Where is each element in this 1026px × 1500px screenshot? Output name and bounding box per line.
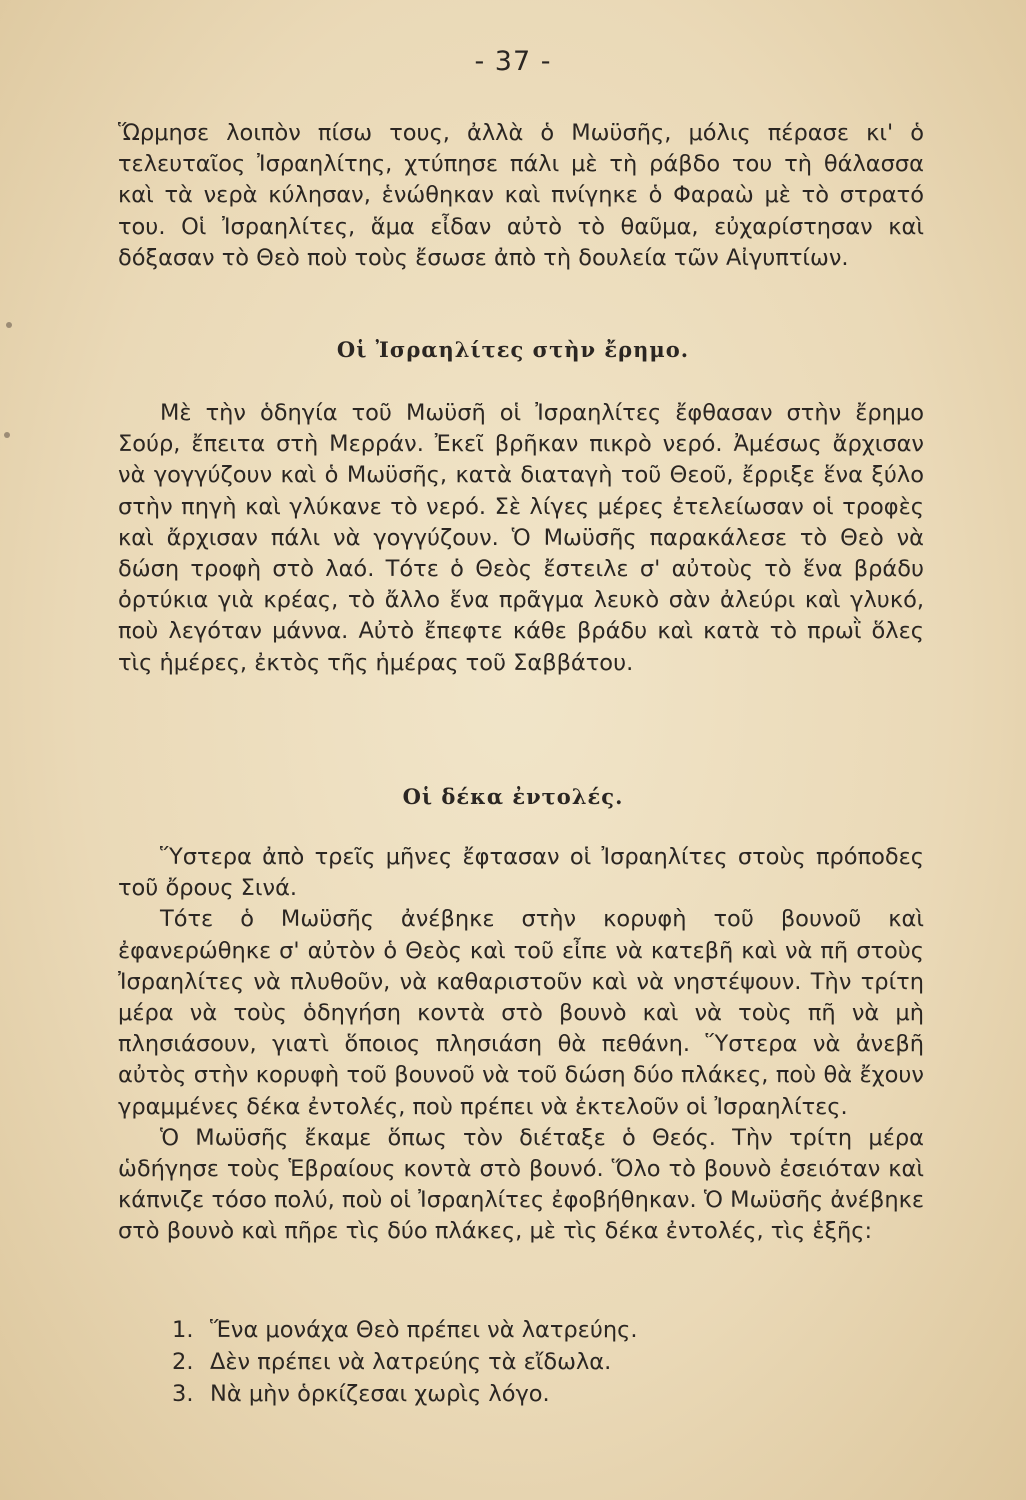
list-item-text: Δὲν πρέπει νὰ λατρεύης τὰ εἴδωλα. bbox=[210, 1349, 612, 1375]
section-heading-commandments: Οἱ δέκα ἐντολές. bbox=[402, 784, 624, 809]
list-item-number: 3. bbox=[172, 1381, 194, 1407]
paragraph-sinai bbox=[118, 842, 924, 1248]
list-item-text: Νὰ μὴν ὁρκίζεσαι χωρὶς λόγο. bbox=[210, 1381, 550, 1407]
paper-speck bbox=[4, 432, 10, 438]
section-heading-desert: Οἱ Ἰσραηλίτες στὴν ἔρημο. bbox=[336, 337, 690, 362]
list-item-number: 1. bbox=[172, 1317, 194, 1343]
paper-speck bbox=[6, 322, 12, 328]
paragraph-text: Τότε ὁ Μωϋσῆς ἀνέβηκε στὴν κορυφὴ τοῦ βουνοῦ καὶ ἐφανερώθηκε σ' αὐτὸν ὁ Θεὸς καὶ τοῦ εἶπε νὰ κατεβῆ καὶ νὰ πῆ στοὺς Ἰσραηλίτες νὰ πλυθοῦν, νὰ καθαριστοῦν καὶ νὰ νηστέψουν. Τὴν τρίτη μέρα νὰ τοὺς ὁδηγήση κοντὰ στὸ βουνὸ καὶ νὰ τοὺς πῆ νὰ μὴ πλησιάσουν, γιατὶ ὅποιος πλησιάση θὰ πεθάνη. Ὕστερα νὰ ἀνεβῆ αὐτὸς στὴν κορυφὴ τοῦ βουνοῦ νὰ τοῦ δώση δύο πλάκες, ποὺ θὰ ἔχουν γραμμένες δέκα ἐντολές, ποὺ πρέπει νὰ ἐκτελοῦν οἱ Ἰσραηλίτες. bbox=[118, 906, 924, 1120]
list-item-number: 2. bbox=[172, 1349, 194, 1375]
list-item bbox=[172, 1378, 912, 1410]
paragraph-text: Ὕστερα ἀπὸ τρεῖς μῆνες ἔφτασαν οἱ Ἰσραηλίτες στοὺς πρόποδες τοῦ ὄρους Σινά. bbox=[118, 844, 924, 902]
paragraph-text: Μὲ τὴν ὁδηγία τοῦ Μωϋσῆ οἱ Ἰσραηλίτες ἔφθασαν στὴν ἔρημο Σούρ, ἔπειτα στὴ Μερράν. Ἐκεῖ βρῆκαν πικρὸ νερό. Ἀμέσως ἄρχισαν νὰ γογγύζουν καὶ ὁ Μωϋσῆς, κατὰ διαταγὴ τοῦ Θεοῦ, ἔρριξε ἕνα ξύλο στὴν πηγὴ καὶ γλύκανε τὸ νερό. Σὲ λίγες μέρες ἐτελείωσαν οἱ τροφὲς καὶ ἄρχισαν πάλι νὰ γογγύζουν. Ὁ Μωϋσῆς παρακάλεσε τὸ Θεὸ νὰ δώση τροφὴ στὸ λαό. Τότε ὁ Θεὸς ἔστειλε σ' αὐτοὺς τὸ ἕνα βράδυ ὀρτύκια γιὰ κρέας, τὸ ἄλλο ἕνα πρᾶγμα λευκὸ σὰν ἀλεύρι καὶ γλυκό, ποὺ λεγόταν μάννα. Αὐτὸ ἔπεφτε κάθε βράδυ καὶ κατὰ τὸ πρωῒ ὅλες τὶς ἡμέρες, ἐκτὸς τῆς ἡμέρας τοῦ Σαββάτου. bbox=[118, 400, 924, 676]
paragraph-crossing-sea bbox=[118, 118, 924, 274]
list-item-text: Ἕνα μονάχα Θεὸ πρέπει νὰ λατρεύης. bbox=[210, 1317, 638, 1343]
paragraph-desert bbox=[118, 398, 924, 679]
list-item bbox=[172, 1314, 912, 1346]
list-item bbox=[172, 1346, 912, 1378]
page-number: - 37 - bbox=[474, 46, 552, 77]
commandments-list bbox=[172, 1314, 912, 1410]
paragraph-text: Ὁ Μωϋσῆς ἔκαμε ὅπως τὸν διέταξε ὁ Θεός. Τὴν τρίτη μέρα ὡδήγησε τοὺς Ἑβραίους κοντὰ στὸ βουνό. Ὅλο τὸ βουνὸ ἐσειόταν καὶ κάπνιζε τόσο πολύ, ποὺ οἱ Ἰσραηλίτες ἐφοβήθηκαν. Ὁ Μωϋσῆς ἀνέβηκε στὸ βουνὸ καὶ πῆρε τὶς δύο πλάκες, μὲ τὶς δέκα ἐντολές, τὶς ἑξῆς: bbox=[118, 1124, 924, 1245]
paragraph-text: Ὥρμησε λοιπὸν πίσω τους, ἀλλὰ ὁ Μωϋσῆς, μόλις πέρασε κι' ὁ τελευταῖος Ἰσραηλίτης, χτύπησε πάλι μὲ τὴ ράβδο του τὴ θάλασσα καὶ τὰ νερὰ κύλησαν, ἑνώθηκαν καὶ πνίγηκε ὁ Φαραὼ μὲ τὸ στρατό του. Οἱ Ἰσραηλίτες, ἅμα εἶδαν αὐτὸ τὸ θαῦμα, εὐχαρίστησαν καὶ δόξασαν τὸ Θεὸ ποὺ τοὺς ἔσωσε ἀπὸ τὴ δουλεία τῶν Αἰγυπτίων. bbox=[118, 120, 924, 271]
